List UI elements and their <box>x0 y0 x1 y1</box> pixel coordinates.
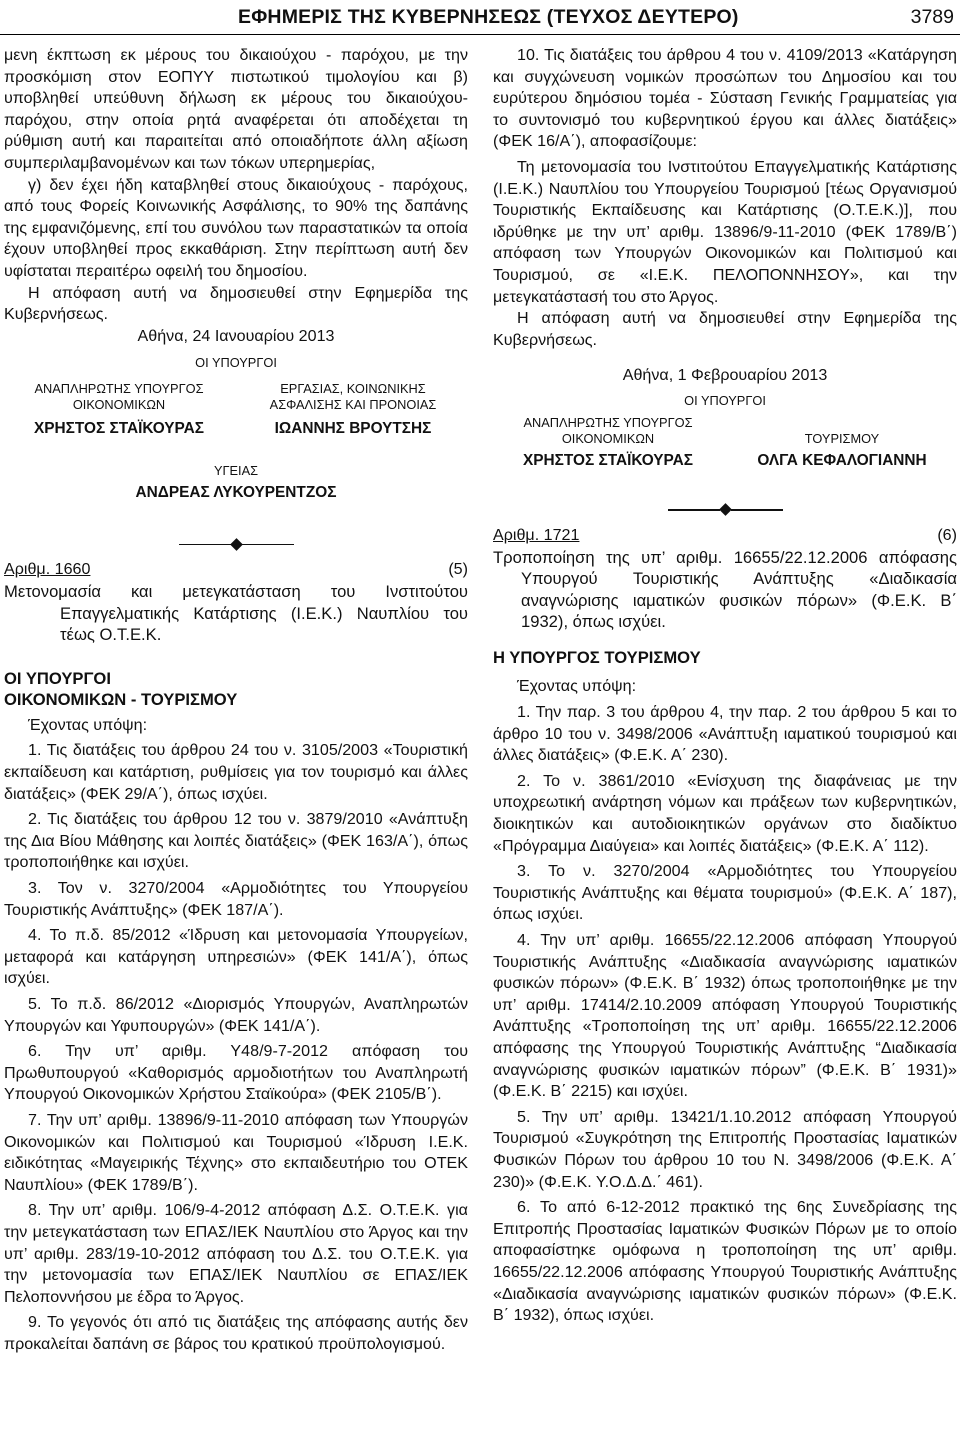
gazette-title: ΕΦΗΜΕΡΙΣ ΤΗΣ ΚΥΒΕΡΝΗΣΕΩΣ (ΤΕΥΧΟΣ ΔΕΥΤΕΡΟ) <box>238 6 739 28</box>
decision-text: Τη μετονομασία του Ινστιτούτου Επαγγελματικής Κατάρτισης (Ι.Ε.Κ.) Ναυπλίου του Υπουργείου Τουρισμού [τέως Οργανισμού Τουριστικής Εκπαίδευσης και Κατάρτισης (Ο.Τ.Ε.Κ.)], που ιδρύθηκε με την υπ’ αριθμ. 13896/9-11-2010 (ΦΕΚ 1789/Β΄) απόφαση των Υπουργών Οικονομικών και Πολιτισμού και Τουρισμού, σε «Ι.Ε.Κ. ΠΕΛΟΠΟΝΝΗΣΟΥ», και την μετεγκατάστασή του στο Άργος. <box>493 157 957 306</box>
decision-code: (5) <box>448 560 468 579</box>
decision-title: Μετονομασία και μετεγκατάσταση του Ινστιτούτου Επαγγελματικής Κατάρτισης (Ι.Ε.Κ.) Ναυπλίου του τέως Ο.Τ.Ε.Κ. <box>4 581 468 645</box>
signatory-name: ΑΝΔΡΕΑΣ ΛΥΚΟΥΡΕΝΤΖΟΣ <box>135 484 337 502</box>
signatory-name: ΧΡΗΣΤΟΣ ΣΤΑΪΚΟΥΡΑΣ <box>33 420 205 438</box>
signatory-name: ΙΩΑΝΝΗΣ ΒΡΟΥΤΣΗΣ <box>274 420 432 438</box>
signatory-role: ΑΝΑΠΛΗΡΩΤΗΣ ΥΠΟΥΡΓΟΣ ΟΙΚΟΝΟΜΙΚΩΝ <box>523 414 693 446</box>
signatory-role: ΕΡΓΑΣΙΑΣ, ΚΟΙΝΩΝΙΚΗΣ ΑΣΦΑΛΙΣΗΣ ΚΑΙ ΠΡΟΝΟΙΑΣ <box>269 381 437 413</box>
heading: Η ΥΠΟΥΡΓΟΣ ΤΟΥΡΙΣΜΟΥ <box>493 647 701 667</box>
signatory-role: ΑΝΑΠΛΗΡΩΤΗΣ ΥΠΟΥΡΓΟΣ ΟΙΚΟΝΟΜΙΚΩΝ <box>34 381 204 413</box>
decision-number-row <box>493 525 957 547</box>
list-item: 4. Το π.δ. 85/2012 «Ίδρυση και μετονομασία Υπουργείων, μεταφορά και κατάργηση υπηρεσιών» (ΦΕΚ 141/Α΄), όπως ισχύει. <box>4 926 468 988</box>
signatory-name: ΟΛΓΑ ΚΕΦΑΛΟΓΙΑΝΝΗ <box>757 451 927 469</box>
decision-code: (6) <box>937 525 957 544</box>
list-item: 10. Τις διατάξεις του άρθρου 4 του ν. 4109/2013 «Κατάργηση και συγχώνευση νομικών προσώπων του Δημοσίου και του ευρύτερου δημόσιου τομέα - Σύσταση Γενικής Γραμματείας για το συντονισμό του κυβερνητικού έργου και άλλες διατάξεις» (ΦΕΚ 16/Α΄), αποφασίζουμε: <box>493 46 957 151</box>
list-item: 9. Το γεγονός ότι από τις διατάξεις της απόφασης αυτής δεν προκαλείται δαπάνη σε βάρος του κρατικού προϋπολογισμού. <box>4 1313 468 1353</box>
list-item: 2. Το ν. 3861/2010 «Ενίσχυση της διαφάνειας με την υποχρεωτική ανάρτηση νόμων και πράξεων των κυβερνητικών, διοικητικών και αυτοδιοικητικών οργάνων στο διαδίκτυο «Πρόγραμμα Διαύγεια» και λοιπές διατάξεις» (Φ.Ε.Κ. Α΄ 112). <box>493 771 957 855</box>
divider-ornament <box>4 539 468 549</box>
list-item: 2. Τις διατάξεις του άρθρου 12 του ν. 3879/2010 «Ανάπτυξη της Δια Βίου Μάθησης και λοιπές διατάξεις» (ΦΕΚ 163/Α΄), όπως τροποποιήθηκε και ισχύει. <box>4 810 468 872</box>
divider-ornament <box>493 505 957 515</box>
list-item: 5. Το π.δ. 86/2012 «Διορισμός Υπουργών, Αναπληρωτών Υπουργών και Υφυπουργών» (ΦΕΚ 141/Α΄). <box>4 995 468 1035</box>
ministers-label: ΟΙ ΥΠΟΥΡΓΟΙ <box>195 355 277 371</box>
signatory-name: ΧΡΗΣΤΟΣ ΣΤΑΪΚΟΥΡΑΣ <box>522 451 694 469</box>
paragraph: μενη έκπτωση εκ μέρους του δικαιούχου - παρόχου, με την προσκόμιση στον ΕΟΠΥΥ πιστωτικού τιμολογίου και β) υποβληθεί υπεύθυνη δήλωση εκ μέρους του δικαιούχου-παρόχου, στην οποία ρητά αναφέρεται ότι αποδέχεται τη ρύθμιση αυτή και παραιτείται από οποιαδήποτε άλλη αξίωση συμπεριλαμβανομένων και των τόκων υπερημερίας, <box>4 46 468 172</box>
list-item: 8. Την υπ’ αριθμ. 106/9-4-2012 απόφαση Δ.Σ. Ο.Τ.Ε.Κ. για την μετεγκατάσταση των ΕΠΑΣ/ΙΕΚ Ναυπλίου στο Άργος και την υπ’ αριθμ. 283/19-10-2012 απόφαση του Δ.Σ. του Ο.Τ.Ε.Κ. για την μετονομασία των ΕΠΑΣ/ΙΕΚ Ναυπλίου σε ΕΠΑΣ/ΙΕΚ Πελοποννήσου με έδρα το Άργος. <box>4 1201 468 1306</box>
decision-number: Αριθμ. 1660 <box>4 560 91 579</box>
decision-number-row <box>4 559 468 581</box>
heading: ΟΙ ΥΠΟΥΡΓΟΙ <box>4 668 111 688</box>
list-item: 6. Την υπ’ αριθμ. Υ48/9-7-2012 απόφαση του Πρωθυπουργού «Καθορισμός αρμοδιοτήτων του Αναπληρωτή Υπουργού Οικονομικών Χρήστου Σταϊκούρα» (ΦΕΚ 2105/Β΄). <box>4 1042 468 1104</box>
list-item: 5. Την υπ’ αριθμ. 13421/1.10.2012 απόφαση Υπουργού Τουρισμού «Συγκρότηση της Επιτροπής Προστασίας Ιαματικών Φυσικών Πόρων του άρθρου 10 του Ν. 3498/2006 (Φ.Ε.Κ. Α΄ 230)» (Φ.Ε.Κ. Υ.Ο.Δ.Δ.΄ 461). <box>493 1107 957 1191</box>
having-regard: Έχοντας υπόψη: <box>517 677 637 696</box>
page-number: 3789 <box>910 6 954 28</box>
signature-block <box>4 347 468 525</box>
decision-title: Τροποποίηση της υπ’ αριθμ. 16655/22.12.2006 απόφασης Υπουργού Τουριστικής Ανάπτυξης «Διαδικασία αναγνώρισης ιαματικών φυσικών πόρων» (Φ.Ε.Κ. Β΄ 1932), όπως ισχύει. <box>493 547 957 632</box>
date-line: Αθήνα, 1 Φεβρουαρίου 2013 <box>622 366 828 385</box>
list-item: 7. Την υπ’ αριθμ. 13896/9-11-2010 απόφαση των Υπουργών Οικονομικών και Πολιτισμού και Τουρισμού «Ίδρυση Ι.Ε.Κ. ειδικότητας «Μαγειρικής Τέχνης» στο εκπαιδευτήριο του ΟΤΕΚ Ναυπλίου» (ΦΕΚ 1789/Β΄). <box>4 1110 468 1194</box>
decision-number: Αριθμ. 1721 <box>493 525 580 544</box>
having-regard: Έχοντας υπόψη: <box>28 715 148 734</box>
signature-block <box>493 387 957 491</box>
page-header <box>0 0 960 35</box>
left-column <box>4 45 468 1356</box>
list-item: 1. Τις διατάξεις του άρθρου 24 του ν. 3105/2003 «Τουριστική εκπαίδευση και κατάρτιση, ρυθμίσεις για τον τουρισμό και άλλες διατάξεις» (ΦΕΚ 29/Α΄), όπως ισχύει. <box>4 741 468 803</box>
paragraph: γ) δεν έχει ήδη καταβληθεί στους δικαιούχους - παρόχους, από τους Φορείς Κοινωνικής Ασφάλισης, το 90% της δαπάνης της εμφανιζόμενης, επί του συνόλου των παραστατικών τα οποία έχουν υποβληθεί προς εκκαθάριση. Στην περίπτωση αυτή δεν υφίσταται περαιτέρω οφειλή του δημοσίου. <box>4 175 468 280</box>
list-item: 3. Τον ν. 3270/2004 «Αρμοδιότητες του Υπουργείου Τουριστικής Ανάπτυξης» (ΦΕΚ 187/Α΄). <box>4 879 468 919</box>
signatory-role: ΥΓΕΙΑΣ <box>213 463 259 479</box>
list-item: 4. Την υπ’ αριθμ. 16655/22.12.2006 απόφαση Υπουργού Τουριστικής Ανάπτυξης «Διαδικασία αναγνώρισης ιαματικών φυσικών πόρων» (Φ.Ε.Κ. Β΄ 1932) όπως τροποποιήθηκε με την υπ’ αριθμ. 17414/2.10.2009 απόφαση Υπουργού Τουριστικής Ανάπτυξης «Τροποποίηση της υπ’ αριθμ. 16655/22.12.2006 απόφασης της Υπουργού Τουριστικής Ανάπτυξης “Διαδικασία αναγνώρισης φυσικών ιαματικών πόρων” (Φ.Ε.Κ. Β΄ 1931)» (Φ.Ε.Κ. Β΄ 2215) και ισχύει. <box>493 931 957 1101</box>
list-item: 3. Το ν. 3270/2004 «Αρμοδιότητες του Υπουργείου Τουριστικής Ανάπτυξης και θέματα τουρισμού» (Φ.Ε.Κ. Α΄ 187), όπως ισχύει. <box>493 862 957 924</box>
date-line: Αθήνα, 24 Ιανουαρίου 2013 <box>137 326 335 345</box>
list-item: 6. Το από 6-12-2012 πρακτικό της 6ης Συνεδρίασης της Επιτροπής Προστασίας Ιαματικών Φυσικών Πόρων με το οποίο αποφασίστηκε ομόφωνα η τροποποίηση της υπ’ αριθμ. 16655/22.12.2006 απόφασης Υπουργού Τουριστικής Ανάπτυξης «Διαδικασία αναγνώρισης ιαματικών φυσικών πόρων» (Φ.Ε.Κ. Β΄ 1932), όπως ισχύει. <box>493 1198 957 1325</box>
paragraph: Η απόφαση αυτή να δημοσιευθεί στην Εφημερίδα της Κυβερνήσεως. <box>4 283 468 324</box>
signatory-role: ΤΟΥΡΙΣΜΟΥ <box>804 430 880 446</box>
heading: ΟΙΚΟΝΟΜΙΚΩΝ - ΤΟΥΡΙΣΜΟΥ <box>4 690 238 710</box>
paragraph: Η απόφαση αυτή να δημοσιευθεί στην Εφημερίδα της Κυβερνήσεως. <box>493 309 957 349</box>
ministers-label: ΟΙ ΥΠΟΥΡΓΟΙ <box>684 392 766 408</box>
list-item: 1. Την παρ. 3 του άρθρου 4, την παρ. 2 του άρθρου 5 και το άρθρο 10 του ν. 3498/2006 «Ανάπτυξη ιαματικού τουρισμού και άλλες διατάξεις» (Φ.Ε.Κ. Α΄ 230). <box>493 703 957 765</box>
right-column <box>493 45 957 1327</box>
